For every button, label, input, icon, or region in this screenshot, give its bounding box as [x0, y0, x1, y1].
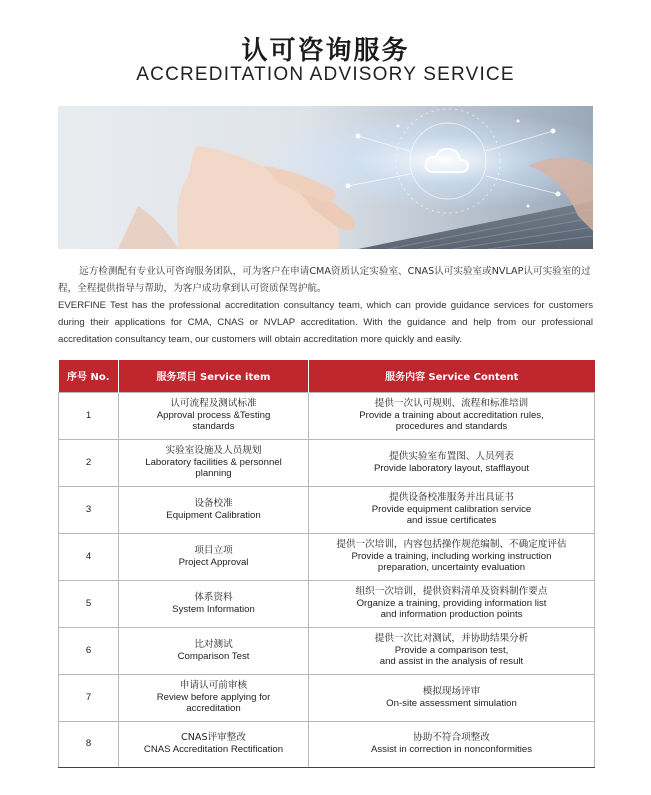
service-item-en: accreditation	[186, 703, 241, 715]
service-item-en: Equipment Calibration	[166, 509, 261, 521]
service-item-en: Comparison Test	[177, 650, 250, 662]
service-item	[119, 439, 309, 486]
service-content-cn: 提供设备校准服务并出具证书	[389, 492, 514, 504]
service-content-en: preparation, uncertainty evaluation	[377, 562, 526, 574]
service-content	[309, 392, 595, 439]
service-content-cn: 提供一次认可规则、流程和标准培训	[374, 398, 529, 410]
banner-image	[58, 106, 593, 249]
table-row	[59, 580, 595, 627]
row-number: 4	[59, 533, 119, 580]
service-content	[309, 580, 595, 627]
service-item	[119, 533, 309, 580]
table-row	[59, 674, 595, 721]
service-content	[309, 439, 595, 486]
table-row	[59, 627, 595, 674]
service-item-cn: 认可流程及测试标准	[170, 398, 257, 410]
row-number: 8	[59, 721, 119, 767]
service-item-cn: 项目立项	[194, 544, 233, 556]
service-item	[119, 580, 309, 627]
table-header-row	[59, 360, 595, 392]
row-number: 3	[59, 486, 119, 533]
service-content-en: Provide equipment calibration service	[371, 503, 532, 515]
service-item-cn: 设备校准	[194, 497, 233, 509]
service-content	[309, 674, 595, 721]
row-number: 7	[59, 674, 119, 721]
service-content	[309, 486, 595, 533]
service-item-en: Laboratory facilities & personnel	[145, 456, 282, 468]
header-no: 序号 No.	[59, 360, 119, 392]
service-content	[309, 533, 595, 580]
service-content-cn: 组织一次培训，提供资料清单及资料制作要点	[355, 586, 548, 598]
service-item-en: CNAS Accreditation Rectification	[143, 744, 284, 755]
service-content-en: Provide a training, including working instruction	[351, 550, 552, 562]
service-item-en: planning	[195, 468, 232, 480]
header-service-content: 服务内容 Service Content	[309, 360, 595, 392]
service-content-en: On-site assessment simulation	[386, 697, 517, 709]
service-item-en: Review before applying for	[156, 691, 271, 703]
service-content-en: and information production points	[380, 609, 523, 621]
service-content-en: and assist in the analysis of result	[379, 656, 524, 668]
service-item	[119, 627, 309, 674]
row-number: 2	[59, 439, 119, 486]
service-content-cn: 协助不符合项整改	[413, 732, 490, 744]
service-item-cn: 比对测试	[194, 638, 233, 650]
service-item-en: System Information	[172, 603, 255, 615]
row-number: 6	[59, 627, 119, 674]
service-item-cn: 实验室设施及人员规划	[165, 445, 262, 457]
table-row	[59, 392, 595, 439]
service-content-en: Provide a training about accreditation rules,	[359, 409, 544, 421]
service-item-cn: 申请认可前审核	[179, 680, 248, 692]
intro-text-en: EVERFINE Test has the professional accreditation consultancy team, which can provide guidance services for customers during their applications for CMA, CNAS or NVLAP accreditation. With the guidance and help from our professional accreditation consultancy team, our customers will obtain accreditation more quickly and easily.	[58, 300, 593, 345]
service-content	[309, 721, 595, 767]
page-title-cn: 认可咨询服务	[241, 36, 410, 66]
service-item-en: Approval process &Testing	[156, 409, 271, 421]
service-content-en: Organize a training, providing information list	[356, 597, 547, 609]
service-content	[309, 627, 595, 674]
row-number: 5	[59, 580, 119, 627]
service-content-cn: 提供实验室布置图、人员列表	[389, 450, 514, 462]
service-table	[58, 360, 595, 768]
service-item-cn: 体系资料	[194, 591, 233, 603]
service-content-cn: 模拟现场评审	[422, 685, 481, 697]
page-title-en: ACCREDITATION ADVISORY SERVICE	[136, 64, 515, 85]
table-row	[59, 439, 595, 486]
service-item	[119, 392, 309, 439]
service-content-en: Provide laboratory layout, stafflayout	[373, 462, 529, 474]
service-content-cn: 提供一次培训，内容包括操作规范编制、不确定度评估	[336, 539, 567, 551]
table-row	[59, 486, 595, 533]
table-row	[59, 533, 595, 580]
service-item-cn: CNAS评审整改	[181, 732, 246, 744]
table-row	[59, 721, 595, 767]
service-content-en: Assist in correction in nonconformities	[370, 744, 533, 755]
service-item-en: standards	[192, 421, 235, 433]
service-content-cn: 提供一次比对测试，并协助结果分析	[374, 633, 529, 645]
service-content-en: and issue certificates	[406, 515, 497, 527]
intro-text-cn: 远方检测配有专业认可咨询服务团队，可为客户在申请CMA资质认定实验室、CNAS认可实验室或NVLAP认可实验室的过程，全程提供指导与帮助，为客户成功拿到认可资质保驾护航。	[58, 266, 591, 294]
service-item-en: Project Approval	[178, 556, 249, 568]
row-number: 1	[59, 392, 119, 439]
service-item	[119, 486, 309, 533]
service-item	[119, 721, 309, 767]
header-service-item: 服务项目 Service item	[119, 360, 309, 392]
service-content-en: procedures and standards	[395, 421, 508, 433]
service-item	[119, 674, 309, 721]
service-content-en: Provide a comparison test,	[394, 644, 509, 656]
